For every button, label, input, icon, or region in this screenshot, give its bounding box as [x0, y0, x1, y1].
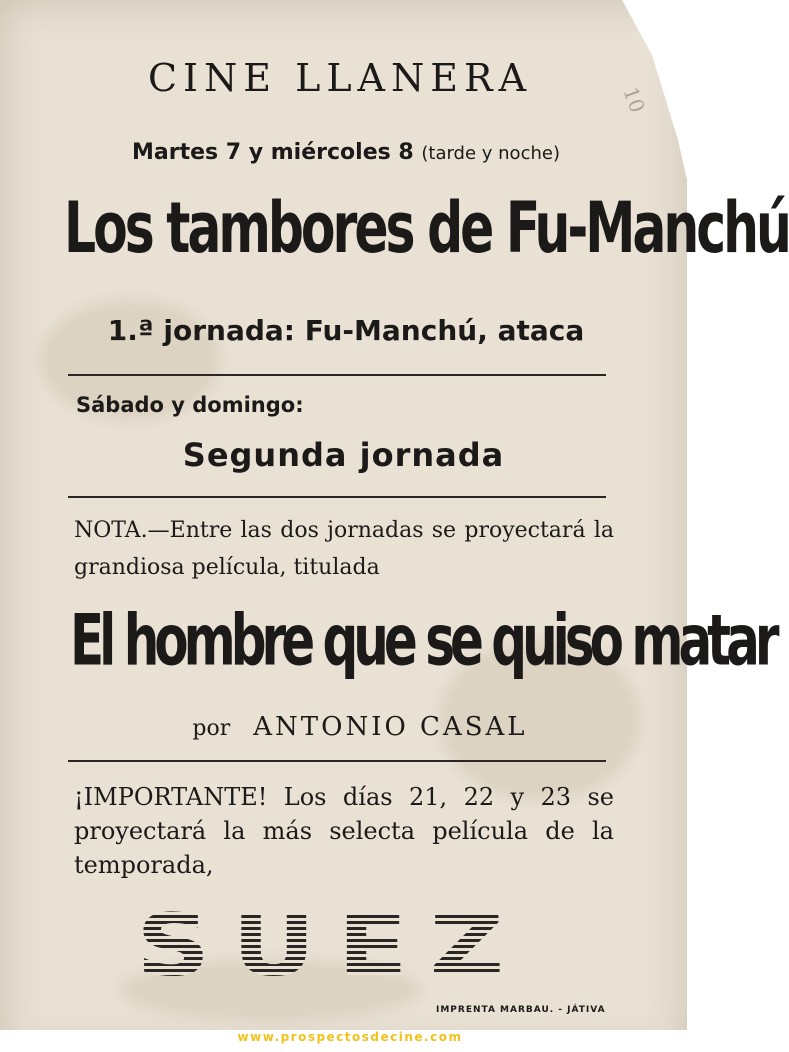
film2-credit — [80, 712, 640, 742]
actor-name: ANTONIO CASAL — [253, 712, 528, 742]
cinema-name: CINE LLANERA — [147, 56, 533, 100]
divider — [68, 496, 606, 498]
dates-main: Martes 7 y miércoles 8 — [132, 140, 414, 165]
weekend-episode: Segunda jornada — [182, 436, 505, 474]
feature-title: SUEZ — [136, 896, 652, 996]
website-watermark: www.prospectosdecine.com — [237, 1030, 463, 1044]
important-text: ¡IMPORTANTE! Los días 21, 22 y 23 se proyectará la más selecta película de la temporada, — [74, 783, 614, 879]
weekend-days: Sábado y domingo: — [76, 393, 304, 417]
printer-credit: IMPRENTA MARBAU. - JÁTIVA — [436, 1005, 606, 1015]
film1-episode: 1.ª jornada: Fu-Manchú, ataca — [107, 314, 585, 347]
divider — [68, 760, 606, 762]
credit-label: por — [192, 716, 231, 741]
divider — [68, 374, 606, 376]
dates-note: (tarde y noche) — [421, 143, 560, 164]
film2-title: El hombre que se quiso matar — [70, 600, 775, 682]
screening-dates — [76, 140, 616, 165]
note-text: NOTA.—Entre las dos jornadas se proyectará la grandiosa película, titulada — [74, 518, 614, 580]
film1-title: Los tambores de Fu-Manchú — [64, 188, 789, 270]
pencil-mark: 10 — [618, 83, 650, 116]
